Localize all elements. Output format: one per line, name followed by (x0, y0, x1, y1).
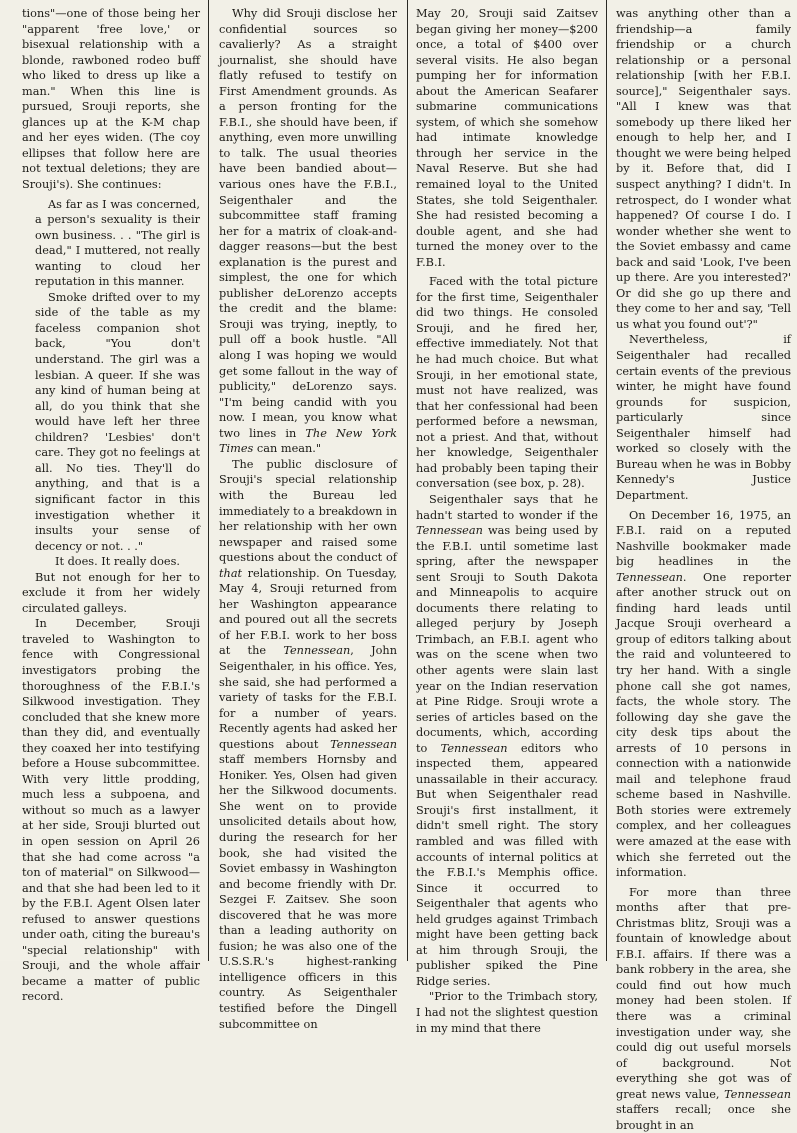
text-run: relationship. On Tuesday, May 4, Srouji returned from her Washington appearance and poured out all the secrets of her F.B.I. work to her boss at the (219, 566, 397, 658)
block-quote: As far as I was concerned, a person's sexuality is their own business. . . "The girl is dead," I muttered, not really wanting to cloud her reputation in this manner. (35, 197, 200, 289)
paragraph (219, 6, 397, 457)
article-column-3 (416, 6, 599, 1035)
paragraph (616, 885, 791, 1133)
paragraph: But not enough for her to exclude it from her widely circulated galleys. (22, 570, 200, 615)
paragraph: May 20, Srouji said Zaitsev began giving her money—$200 once, a total of $400 over several visits. He also began pumping her for information about the American Seafarer submarine communications system, of which she somehow had intimate knowledge through her service in the Naval Reserve. But she had remained loyal to the United States, she told Seigenthaler. She had resisted becoming a double agent, and she had turned the money over to the F.B.I. (416, 7, 598, 269)
paragraph: Nevertheless, if Seigenthaler had recalled certain events of the previous winter, he might have found grounds for suspicion, particularly since Seigenthaler himself had worked so closely with the Bureau when he was in Bobby Kennedy's Justice Department. (616, 333, 791, 502)
paragraph: In December, Srouji traveled to Washington to fence with Congressional investigators probing the thoroughness of the F.B.I.'s Silkwood investigation. They concluded that she knew more than they did, and eventually they coaxed her into testifying before a House subcommittee. With very little prodding, much less a subpoena, and without so much as a lawyer at her side, Srouji blurted out in open session on April 26 that she had come across "a ton of material" on Silkwood—and that she had been led to it by the F.B.I. Agent Olsen later refused to answer questions under oath, citing the bureau's "special relationship" with Srouji, and the whole affair became a matter of public record. (22, 617, 200, 1004)
text-run: On December 16, 1975, an F.B.I. raid on a reputed Nashville bookmaker made big headlines in the (616, 508, 791, 569)
text-run: can mean." (253, 442, 322, 456)
text-run: The public disclosure of Srouji's special relationship with the Bureau led immediately to a breakdown in her relationship with her own newspaper and raised some questions about the conduct of (219, 457, 397, 565)
article-column-2 (219, 6, 397, 1031)
publication-title: Tennessean (440, 741, 508, 755)
column-rule (407, 0, 408, 961)
paragraph (416, 492, 598, 990)
publication-title: Tennessean (616, 570, 683, 584)
publication-title: Tennessean (724, 1087, 791, 1101)
text-run: . One reporter after another struck out on finding hard leads until Jacque Srouji overheard a group of editors talking about the raid and volunteered to try her hand. With a single phone call she got names, facts, the whole story. The following day she gave the city desk tips about the arrests of 10 persons in connection with a nationwide mail and telephone fraud scheme based in Nashville. Both stories were extremely complex, and her colleagues were amazed at the ease with which she ferreted out the information. (616, 570, 791, 880)
column-rule (208, 0, 209, 961)
paragraph (219, 457, 397, 1032)
paragraph: was anything other than a friendship—a family friendship or a church relationship or a personal relationship [with her F.B.I. source]," Seigenthaler says. "All I knew was that somebody up there liked her enough to help her, and I thought we were being helped by it. Before that, did I suspect anything? I didn't. In retrospect, do I wonder what happened? Of course I do. I wonder whether she went to the Soviet embassy and came back and said 'Look, I've been up there. Are you interested?' Or did she go up there and they come to her and say, 'Tell us what you found out'?" (616, 7, 791, 331)
publication-title: Tennessean (330, 737, 397, 751)
paragraph (616, 508, 791, 881)
emphasis: that (219, 566, 243, 580)
text-run: Why did Srouji disclose her confidential sources so cavalierly? As a straight journalist, she should have flatly refused to testify on First Amendment grounds. As a person fronting for the F.B.I., she should have been, if anything, even more unwilling to talk. The usual theories have been bandied about—various ones have the F.B.I., Seigenthaler and the subcommittee staff framing her for a matrix of cloak-and-dagger reasons—but the best explanation is the purest and simplest, the one for which publisher deLorenzo accepts the credit and the blame: Srouji was trying, ineptly, to pull off a book hustle. "All along I was hoping we would get some fallout in the way of publicity," deLorenzo says. "I'm being candid with you now. I mean, you know what two lines in (219, 7, 397, 440)
paragraph: Faced with the total picture for the first time, Seigenthaler did two things. He consoled Srouji, and he fired her, effective immediately. Not that he had much choice. But what Srouji, in her emotional state, must not have realized, was that her confessional had been performed before a newsman, not a priest. And that, without her knowledge, Seigenthaler had probably been taping their conversation (see box, p. 28). (416, 275, 598, 491)
publication-title: The New York Times (219, 426, 397, 456)
text-run: staffers recall; once she brought in an (616, 1103, 791, 1132)
text-run: was being used by the F.B.I. until sometime last spring, after the newspaper sent Srouji to South Dakota and Minneapolis to acquire documents there relating to alleged perjury by Joseph Trimbach, an F.B.I. agent who was on the scene when two other agents were slain last year on the Indian reservation at Pine Ridge. Srouji wrote a series of articles based on the documents, which, according to (416, 524, 598, 755)
block-quote: Smoke drifted over to my side of the table as my faceless companion shot back, "You don't understand. The girl was a lesbian. A queer. If she was any kind of human being at all, do you think that she would have left her three children? 'Lesbies' don't care. They got no feelings at all. No ties. They'll do anything, and that is a significant factor in this investigation whether it insults your sense of decency or not. . ." (35, 290, 200, 553)
paragraph: tions"—one of those being her "apparent 'free love,' or bisexual relationship with a blonde, rawboned rodeo buff who liked to dress up like a man." When this line is pursued, Srouji reports, she glances up at the K-M chap and her eyes widen. (The coy ellipses that follow here are not textual deletions; they are Srouji's). She continues: (22, 7, 200, 192)
block-quote: It does. It really does. (54, 555, 180, 569)
text-run: editors who inspected them, appeared unassailable in their accuracy. But when Seigenthaler read Srouji's first installment, it didn't smell right. The story rambled and was filled with accounts of internal politics at the F.B.I.'s Memphis office. Since it occurred to Seigenthaler that agents who held grudges against Trimbach might have been getting back at him through Srouji, the publisher spiked the Pine Ridge series. (416, 741, 599, 988)
text-run: Seigenthaler says that he hadn't started to wonder if the (416, 492, 598, 522)
article-column-4 (616, 6, 791, 1132)
column-rule (606, 0, 607, 961)
text-run: For more than three months after that pre-Christmas blitz, Srouji was a fountain of knowledge about F.B.I. affairs. If there was a bank robbery in the area, she could find out how much money had been stolen. If there was a criminal investigation under way, she could dig out useful morsels of background. Not everything she got was of great news value, (616, 885, 791, 1101)
article-column-1 (22, 6, 200, 1004)
text-run: , John Seigenthaler, in his office. Yes, she said, she had performed a variety of tasks for the F.B.I. for a number of years. Recently agents had asked her questions about (219, 644, 397, 751)
publication-title: Tennessean (416, 524, 483, 538)
paragraph: "Prior to the Trimbach story, I had not the slightest question in my mind that there (416, 990, 598, 1035)
text-run: staff members Hornsby and Honiker. Yes, Olsen had given her the Silkwood documents. She went on to provide unsolicited details about how, during the research for her book, she had visited the Soviet embassy in Washington and become friendly with Dr. Sezgei F. Zaitsev. She soon discovered that he was more than a leading authority on fusion; he was also one of the U.S.S.R.'s highest-ranking intelligence officers in this country. As Seigenthaler testified before the Dingell subcommittee on (219, 753, 397, 1031)
publication-title: Tennessean (283, 644, 351, 658)
